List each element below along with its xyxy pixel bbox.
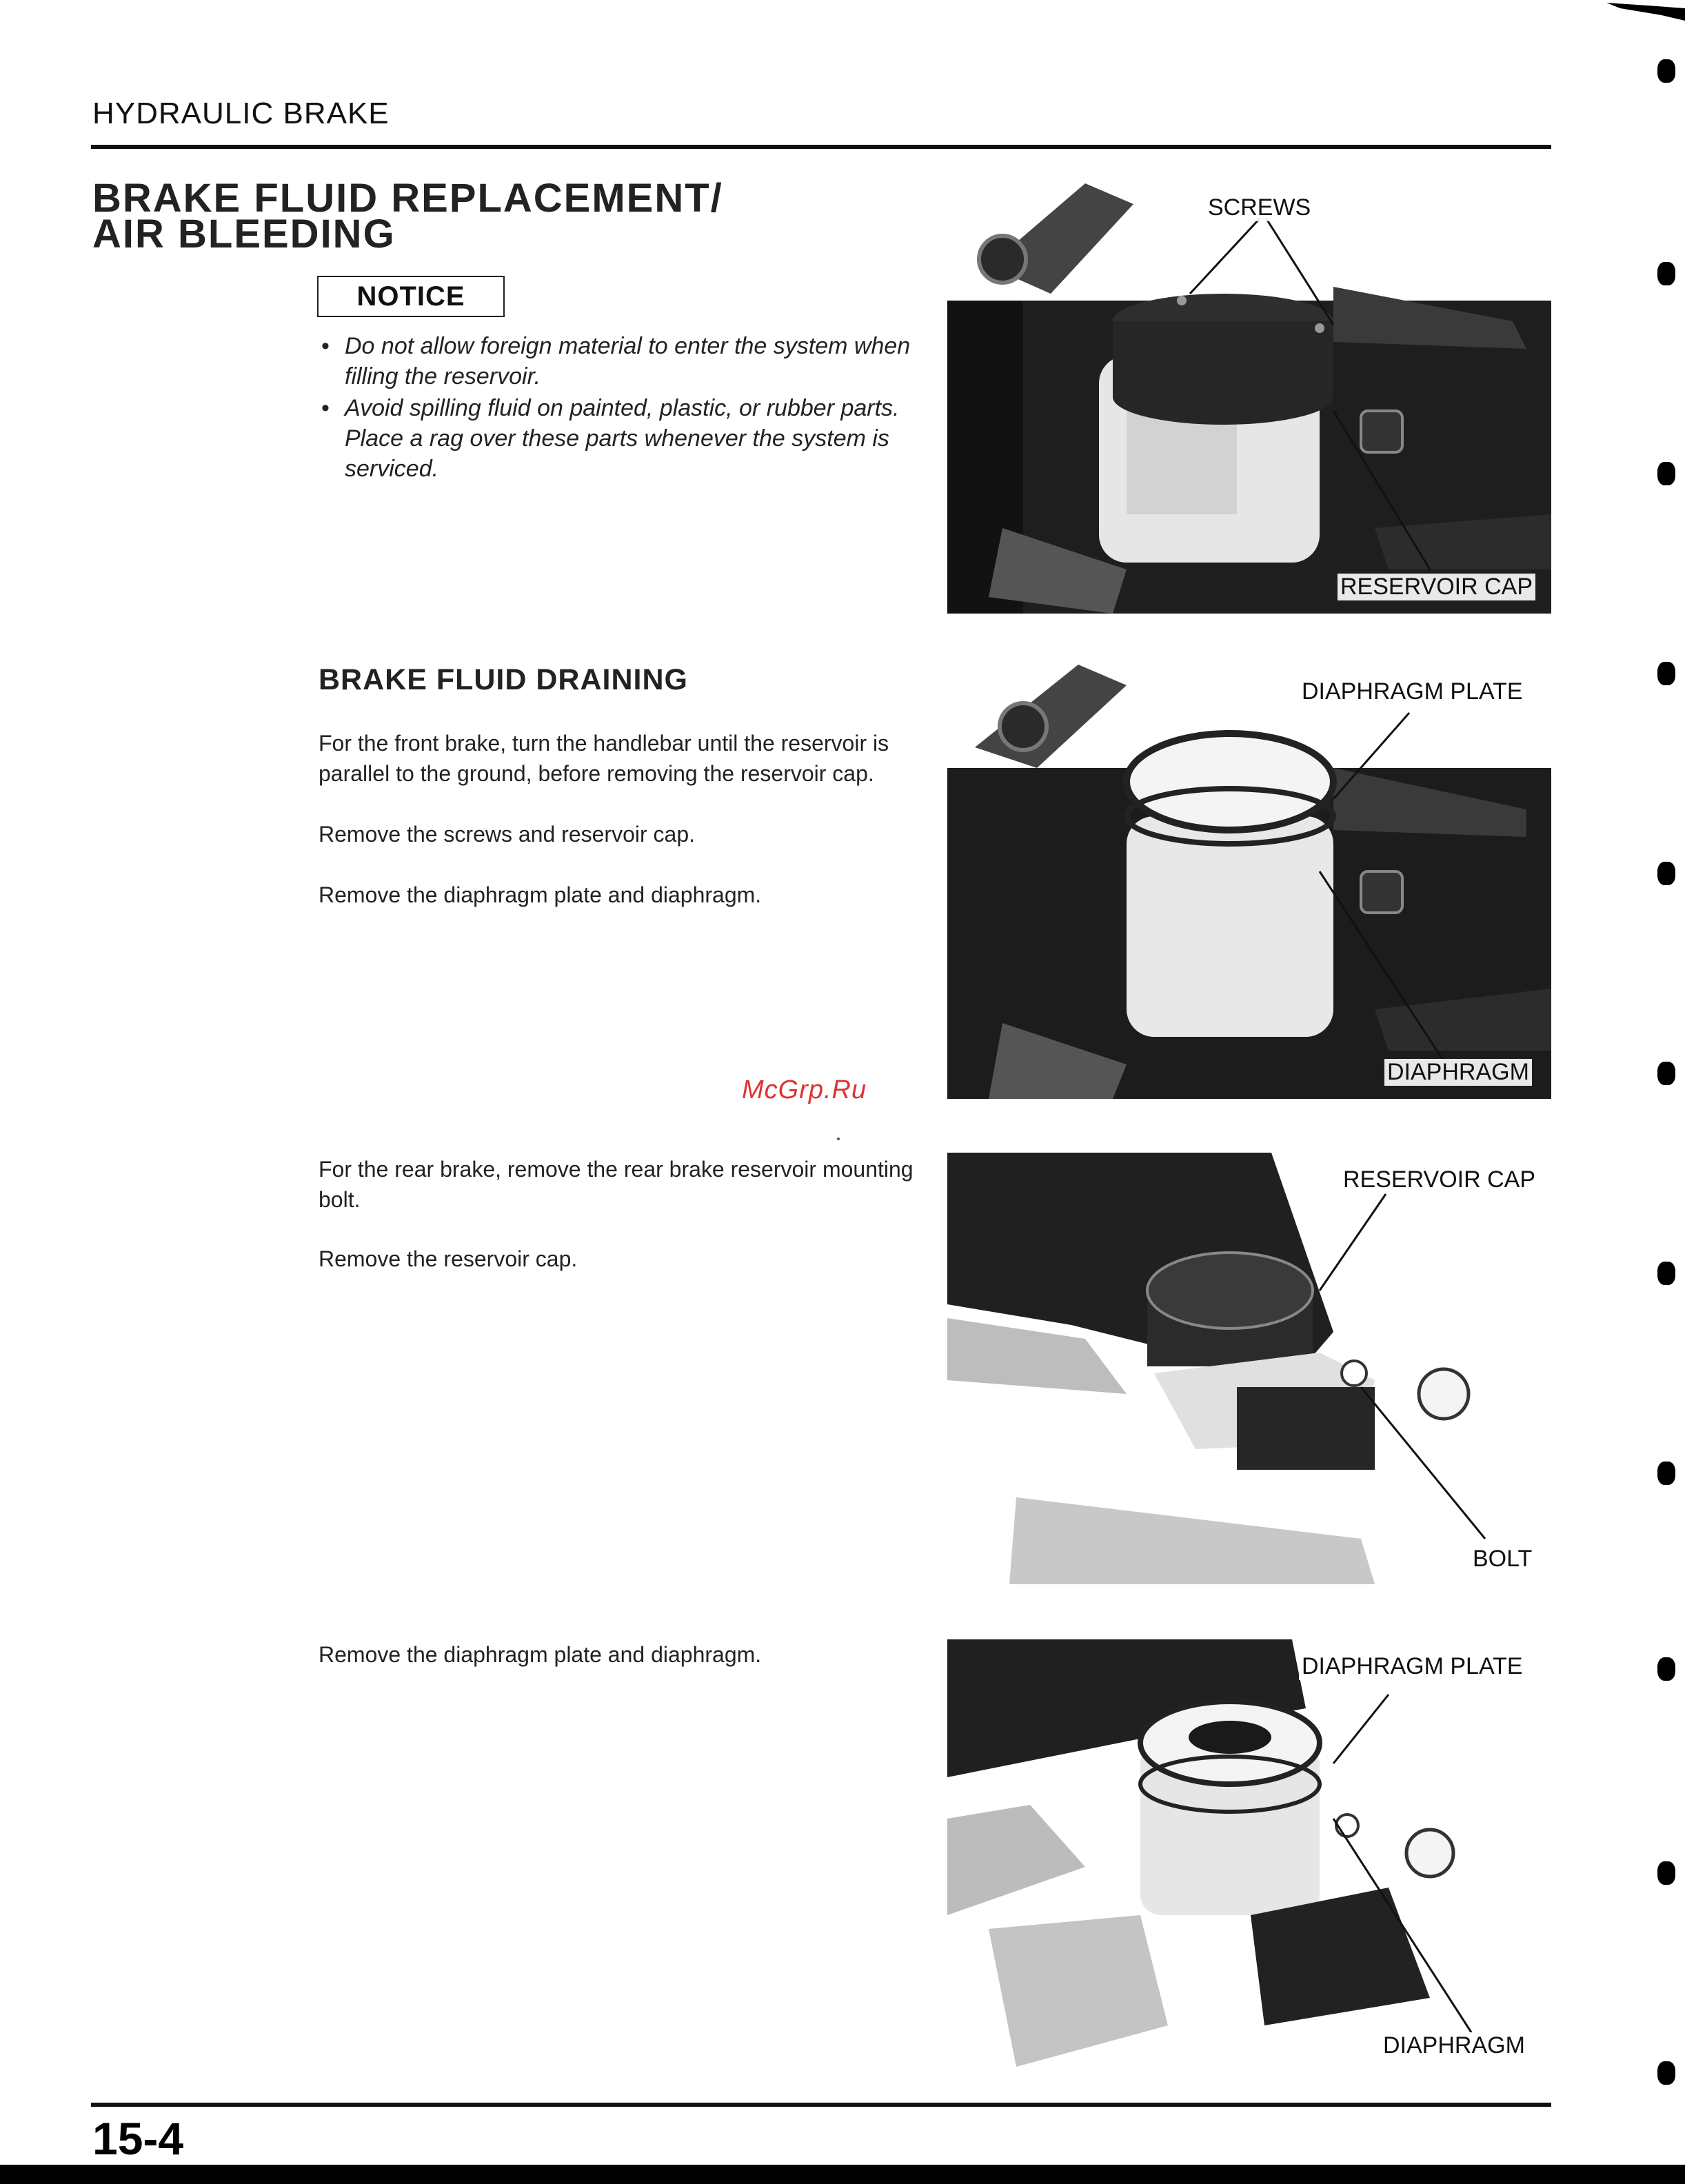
- front-remove-diaphragm-paragraph: Remove the diaphragm plate and diaphragm.: [319, 882, 762, 907]
- notice-item: • Do not allow foreign material to enter the system when filling the reservoir.: [321, 331, 928, 392]
- binding-hole: [1657, 1462, 1675, 1485]
- callout-diaphragm: DIAPHRAGM: [1384, 1059, 1532, 1086]
- rear-brake-paragraph: For the rear brake, remove the rear brake reservoir mounting bolt.: [319, 1157, 914, 1212]
- binding-hole: [1657, 462, 1675, 485]
- binding-hole: [1657, 662, 1675, 685]
- callout-reservoir-cap: RESERVOIR CAP: [1338, 574, 1535, 600]
- page-title: [92, 176, 723, 256]
- binding-hole: [1657, 862, 1675, 885]
- binding-hole: [1657, 1657, 1675, 1681]
- photo-rear-reservoir-cap: [947, 1153, 1551, 1584]
- scan-edge-bar: [0, 2165, 1685, 2184]
- notice-item: • Avoid spilling fluid on painted, plastic, or rubber parts. Place a rag over these parts whenever the system is serviced.: [321, 393, 928, 484]
- callout-diaphragm-plate: DIAPHRAGM PLATE: [1299, 678, 1526, 705]
- photo-front-reservoir-cap: [947, 183, 1551, 614]
- binding-hole: [1657, 59, 1675, 83]
- figure-front-reservoir-cap: [947, 183, 1551, 614]
- front-brake-paragraph: For the front brake, turn the handlebar until the reservoir is parallel to the ground, before removing the reservoir cap.: [319, 731, 889, 786]
- stray-dot: [837, 1138, 840, 1140]
- binding-hole: [1657, 262, 1675, 285]
- callout-diaphragm-plate: DIAPHRAGM PLATE: [1299, 1653, 1526, 1680]
- figure-front-diaphragm: [947, 665, 1551, 1099]
- front-remove-screws-paragraph: Remove the screws and reservoir cap.: [319, 822, 695, 847]
- page-number: 15-4: [92, 2113, 184, 2164]
- photo-front-diaphragm: [947, 665, 1551, 1099]
- callout-diaphragm: DIAPHRAGM: [1380, 2032, 1528, 2059]
- photo-rear-diaphragm: [947, 1639, 1551, 2071]
- binding-hole: [1657, 1262, 1675, 1285]
- rear-remove-diaphragm-paragraph: Remove the diaphragm plate and diaphragm.: [319, 1642, 762, 1667]
- figure-rear-diaphragm: [947, 1639, 1551, 2071]
- section-header: HYDRAULIC BRAKE: [92, 97, 390, 130]
- watermark: McGrp.Ru: [742, 1075, 867, 1104]
- binding-hole: [1657, 2061, 1675, 2085]
- callout-bolt: BOLT: [1470, 1546, 1535, 1573]
- page-title-line1: BRAKE FLUID REPLACEMENT/: [92, 176, 723, 221]
- footer-rule: [91, 2103, 1551, 2107]
- callout-screws: SCREWS: [1205, 194, 1313, 221]
- figure-rear-reservoir-cap: [947, 1153, 1551, 1584]
- page-title-line2: AIR BLEEDING: [92, 212, 396, 256]
- notice-list: [321, 331, 928, 485]
- rear-remove-cap-paragraph: Remove the reservoir cap.: [319, 1246, 578, 1271]
- corner-mark: [1606, 0, 1685, 21]
- subheading-brake-fluid-draining: BRAKE FLUID DRAINING: [319, 663, 688, 696]
- notice-label: NOTICE: [317, 276, 505, 317]
- binding-hole: [1657, 1861, 1675, 1885]
- binding-hole: [1657, 1062, 1675, 1085]
- callout-reservoir-cap: RESERVOIR CAP: [1340, 1166, 1538, 1193]
- header-rule: [91, 145, 1551, 149]
